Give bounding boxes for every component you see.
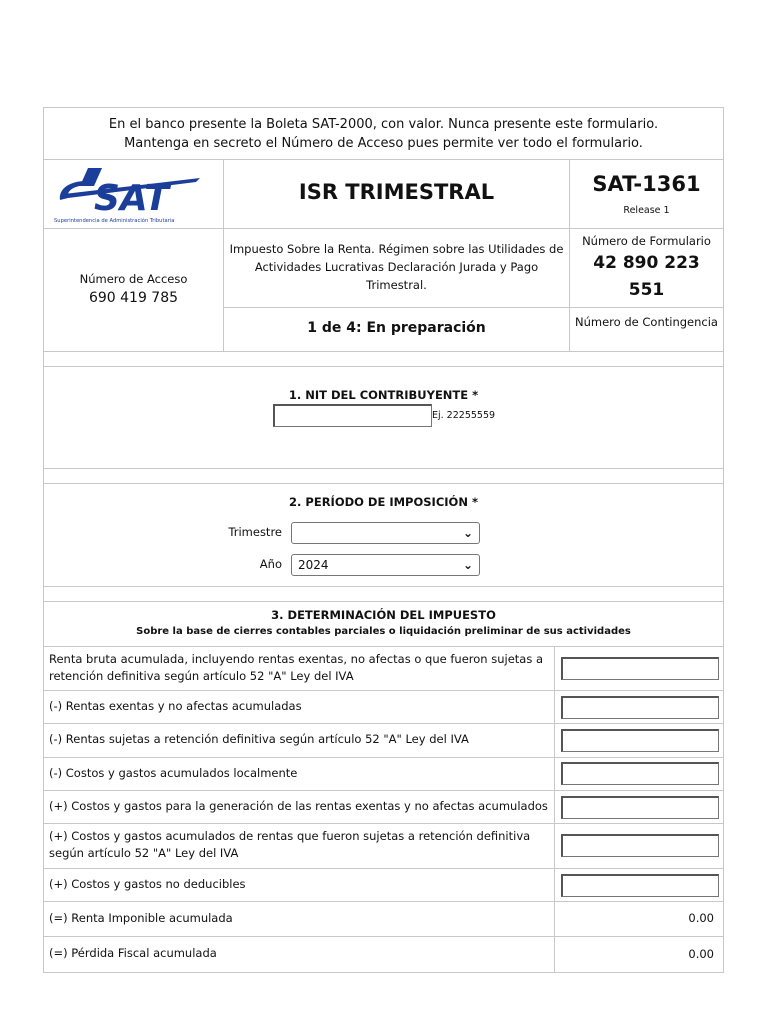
form-description: Impuesto Sobre la Renta. Régimen sobre las Utilidades de Actividades Lucrativas Declaración Jurada y Pago Trimestral. <box>229 242 564 292</box>
sat-logo <box>50 164 220 226</box>
tax-row-value: 0.00 <box>688 947 714 961</box>
tax-row-label: (+) Costos y gastos para la generación de las rentas exentas y no afectas acumulados <box>49 799 548 813</box>
chevron-down-icon: ⌄ <box>462 526 473 540</box>
access-number: 690 419 785 <box>88 290 179 306</box>
tax-row-label: (-) Rentas exentas y no afectas acumuladas <box>49 699 302 713</box>
notice <box>44 115 723 153</box>
tax-row-input[interactable] <box>561 762 719 785</box>
tax-subtitle: Sobre la base de cierres contables parciales o liquidación preliminar de sus actividades <box>136 626 631 637</box>
notice-line-2: Mantenga en secreto el Número de Acceso pues permite ver todo el formulario. <box>124 136 643 151</box>
contingency-label: Número de Contingencia <box>575 315 718 329</box>
form-code: SAT-1361 <box>592 172 701 196</box>
sat-logo-graphic <box>50 164 220 226</box>
nit-example: Ej. 22255559 <box>432 410 496 421</box>
tax-row-input[interactable] <box>561 729 719 752</box>
tax-row-label: (+) Costos y gastos no deducibles <box>49 877 246 891</box>
svg-text:SAT: SAT <box>94 178 169 219</box>
nit-input[interactable] <box>273 404 432 427</box>
tax-row-label: (-) Rentas sujetas a retención definitiva según artículo 52 "A" Ley del IVA <box>49 732 469 746</box>
tax-row-label: (=) Pérdida Fiscal acumulada <box>49 946 217 960</box>
tax-row <box>44 901 723 936</box>
tax-row-input[interactable] <box>561 657 719 680</box>
form-number-label: Número de Formulario <box>582 234 711 248</box>
tax-row-label: (+) Costos y gastos acumulados de rentas que fueron sujetas a retención definitiva según artículo 52 "A" Ley del IVA <box>49 829 531 860</box>
tax-row <box>44 868 723 901</box>
form-number-line-1: 42 890 223 <box>593 253 700 273</box>
quarter-select[interactable] <box>291 522 480 544</box>
form-status: 1 de 4: En preparación <box>307 320 486 336</box>
tax-row <box>44 823 723 868</box>
year-label: Año <box>259 557 282 571</box>
tax-row <box>44 790 723 823</box>
tax-row-value: 0.00 <box>688 911 714 925</box>
access-label: Número de Acceso <box>79 272 188 286</box>
year-select-value: 2024 <box>298 558 329 572</box>
tax-row-input[interactable] <box>561 834 719 857</box>
chevron-down-icon: ⌄ <box>462 558 473 572</box>
form-number-line-2: 551 <box>628 280 665 300</box>
release-label: Release 1 <box>623 205 670 216</box>
period-title: 2. PERÍODO DE IMPOSICIÓN * <box>289 495 478 509</box>
tax-row-label: (=) Renta Imponible acumulada <box>49 911 233 925</box>
tax-row-input[interactable] <box>561 874 719 897</box>
tax-title: 3. DETERMINACIÓN DEL IMPUESTO <box>271 608 496 622</box>
tax-row-input[interactable] <box>561 696 719 719</box>
tax-row-input[interactable] <box>561 796 719 819</box>
tax-row <box>44 690 723 723</box>
tax-row <box>44 936 723 972</box>
form-title: ISR TRIMESTRAL <box>298 180 495 204</box>
svg-text:Superintendencia de Administra: Superintendencia de Administración Tributaria <box>54 218 175 224</box>
tax-row-label: Renta bruta acumulada, incluyendo rentas exentas, no afectas o que fueron sujetas a retención definitiva según artículo 52 "A" Ley del IVA <box>49 652 544 683</box>
year-select[interactable] <box>291 554 480 576</box>
tax-row <box>44 646 723 690</box>
tax-row <box>44 757 723 790</box>
notice-line-1: En el banco presente la Boleta SAT-2000, con valor. Nunca presente este formulario. <box>108 117 659 132</box>
tax-row <box>44 723 723 757</box>
quarter-label: Trimestre <box>228 525 282 539</box>
nit-title: 1. NIT DEL CONTRIBUYENTE * <box>288 388 479 402</box>
tax-row-label: (-) Costos y gastos acumulados localmente <box>49 766 298 780</box>
form-frame <box>43 107 724 973</box>
